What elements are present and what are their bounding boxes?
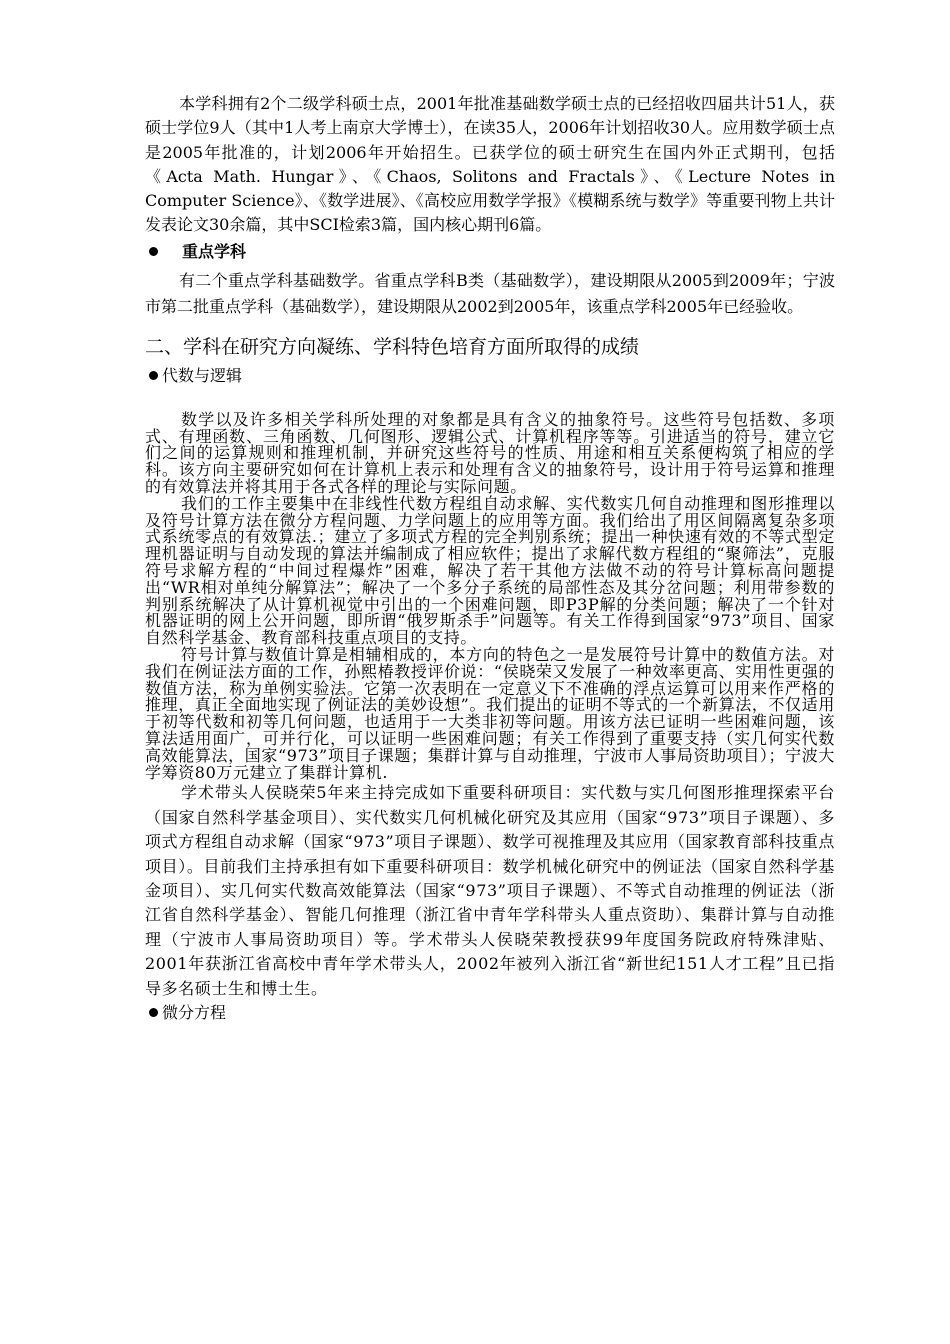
document-page <box>145 92 835 1025</box>
bullet-differential-equations <box>145 1001 835 1025</box>
bullet-algebra-logic-text: 代数与逻辑 <box>162 365 243 385</box>
paragraph-numeric: 符号计算与数值计算是相辅相成的，本方向的特色之一是发展符号计算中的数值方法。对我们在例证法方面的工作，孙熙椿教授评价说：“侯晓荣又发展了一种效率更高、实用性更强的数值方法，称为单例实验法。它第一次表明在一定意义下不准确的浮点运算可以用来作严格的推理，真正全面地实现了例证法的美妙设想”。我们提出的证明不等式的一个新算法，不仅适用于初等代数和初等几何问题，也适用于一大类非初等问题。用该方法已证明一些困难问题，该算法适用面广，可并行化，可以证明一些困难问题；有关工作得到了重要支持（实几何实代数高效能算法，国家“973”项目子课题；集群计算与自动推理，宁波市人事局资助项目）；宁波大学筹资80万元建立了集群计算机. <box>145 644 835 782</box>
paragraph-degrees: 本学科拥有2个二级学科硕士点，2001年批准基础数学硕士点的已经招收四届共计51人，获硕士学位9人（其中1人考上南京大学博士），在读35人，2006年计划招收30人。应用数学硕士点是2005年批准的，计划2006年开始招生。已获学位的硕士研究生在国内外正式期刊，包括《Acta Math. Hungar》、《Chaos, Solitons and Fractals》、《Lecture Notes in Computer Science》、《数学进展》、《高校应用数学学报》《模糊系统与数学》等重要刊物上共计发表论文30余篇，其中SCI检索3篇，国内核心期刊6篇。 <box>145 94 835 235</box>
bullet-icon <box>149 247 158 256</box>
heading-key-disciplines <box>145 240 835 264</box>
bullet-icon <box>149 371 158 380</box>
paragraph-leader: 学术带头人侯晓荣5年来主持完成如下重要科研项目：实代数与实几何图形推理探索平台（国家自然科学基金项目）、实代数实几何机械化研究及其应用（国家“973”项目子课题）、多项式方程组自动求解（国家“973”项目子课题）、数学可视推理及其应用（国家教育部科技重点项目）。目前我们主持承担有如下重要科研项目：数学机械化研究中的例证法（国家自然科学基金项目）、实几何实代数高效能算法（国家“973”项目子课题）、不等式自动推理的例证法（浙江省自然科学基金）、智能几何推理（浙江省中青年学科带头人重点资助）、集群计算与自动推理（宁波市人事局资助项目）等。学术带头人侯晓荣教授获99年度国务院政府特殊津贴、2001年获浙江省高校中青年学术带头人，2002年被列入浙江省“新世纪151人才工程”且已指导多名硕士生和博士生。 <box>145 783 835 998</box>
paragraph-symbols: 数学以及许多相关学科所处理的对象都是具有含义的抽象符号。这些符号包括数、多项式、有理函数、三角函数、几何图形、逻辑公式、计算机程序等等。引进适当的符号，建立它们之间的运算规则和推理机制，并研究这些符号的性质、用途和相互关系便构筑了相应的学科。该方向主要研究如何在计算机上表示和处理有含义的抽象符号，设计用于符号运算和推理的有效算法并将其用于各式各样的理论与实际问题。 <box>145 409 835 496</box>
paragraph-key-disciplines: 有二个重点学科基础数学。省重点学科B类（基础数学），建设期限从2005到2009年；宁波市第二批重点学科（基础数学），建设期限从2002到2005年，该重点学科2005年已经验收。 <box>145 270 835 316</box>
bullet-algebra-logic <box>145 364 835 388</box>
bullet-icon <box>149 1008 158 1017</box>
paragraph-work: 我们的工作主要集中在非线性代数方程组自动求解、实代数实几何自动推理和图形推理以及符号计算方法在微分方程问题、力学问题上的应用等方面。我们给出了用区间隔离复杂多项式系统零点的有效算法.；建立了多项式方程的完全判别系统；提出一种快速有效的不等式型定理机器证明与自动发现的算法并编制成了相应软件；提出了求解代数方程组的“聚筛法”，克服符号求解方程的“中间过程爆炸”困难，解决了若干其他方法做不动的符号计算标高问题提出“WR相对单纯分解算法”；解决了一个多分子系统的局部性态及其分岔问题；利用带参数的判别系统解决了从计算机视觉中引出的一个困难问题，即P3P解的分类问题；解决了一个针对机器证明的网上公开问题，即所谓“俄罗斯杀手”问题等。有关工作得到国家“973”项目、国家自然科学基金、教育部科技重点项目的支持。 <box>145 493 835 648</box>
section-two-title: 二、学科在研究方向凝练、学科特色培育方面所取得的成绩 <box>145 335 640 358</box>
heading-key-disciplines-text: 重点学科 <box>182 241 247 261</box>
bullet-differential-equations-text: 微分方程 <box>162 1002 227 1022</box>
